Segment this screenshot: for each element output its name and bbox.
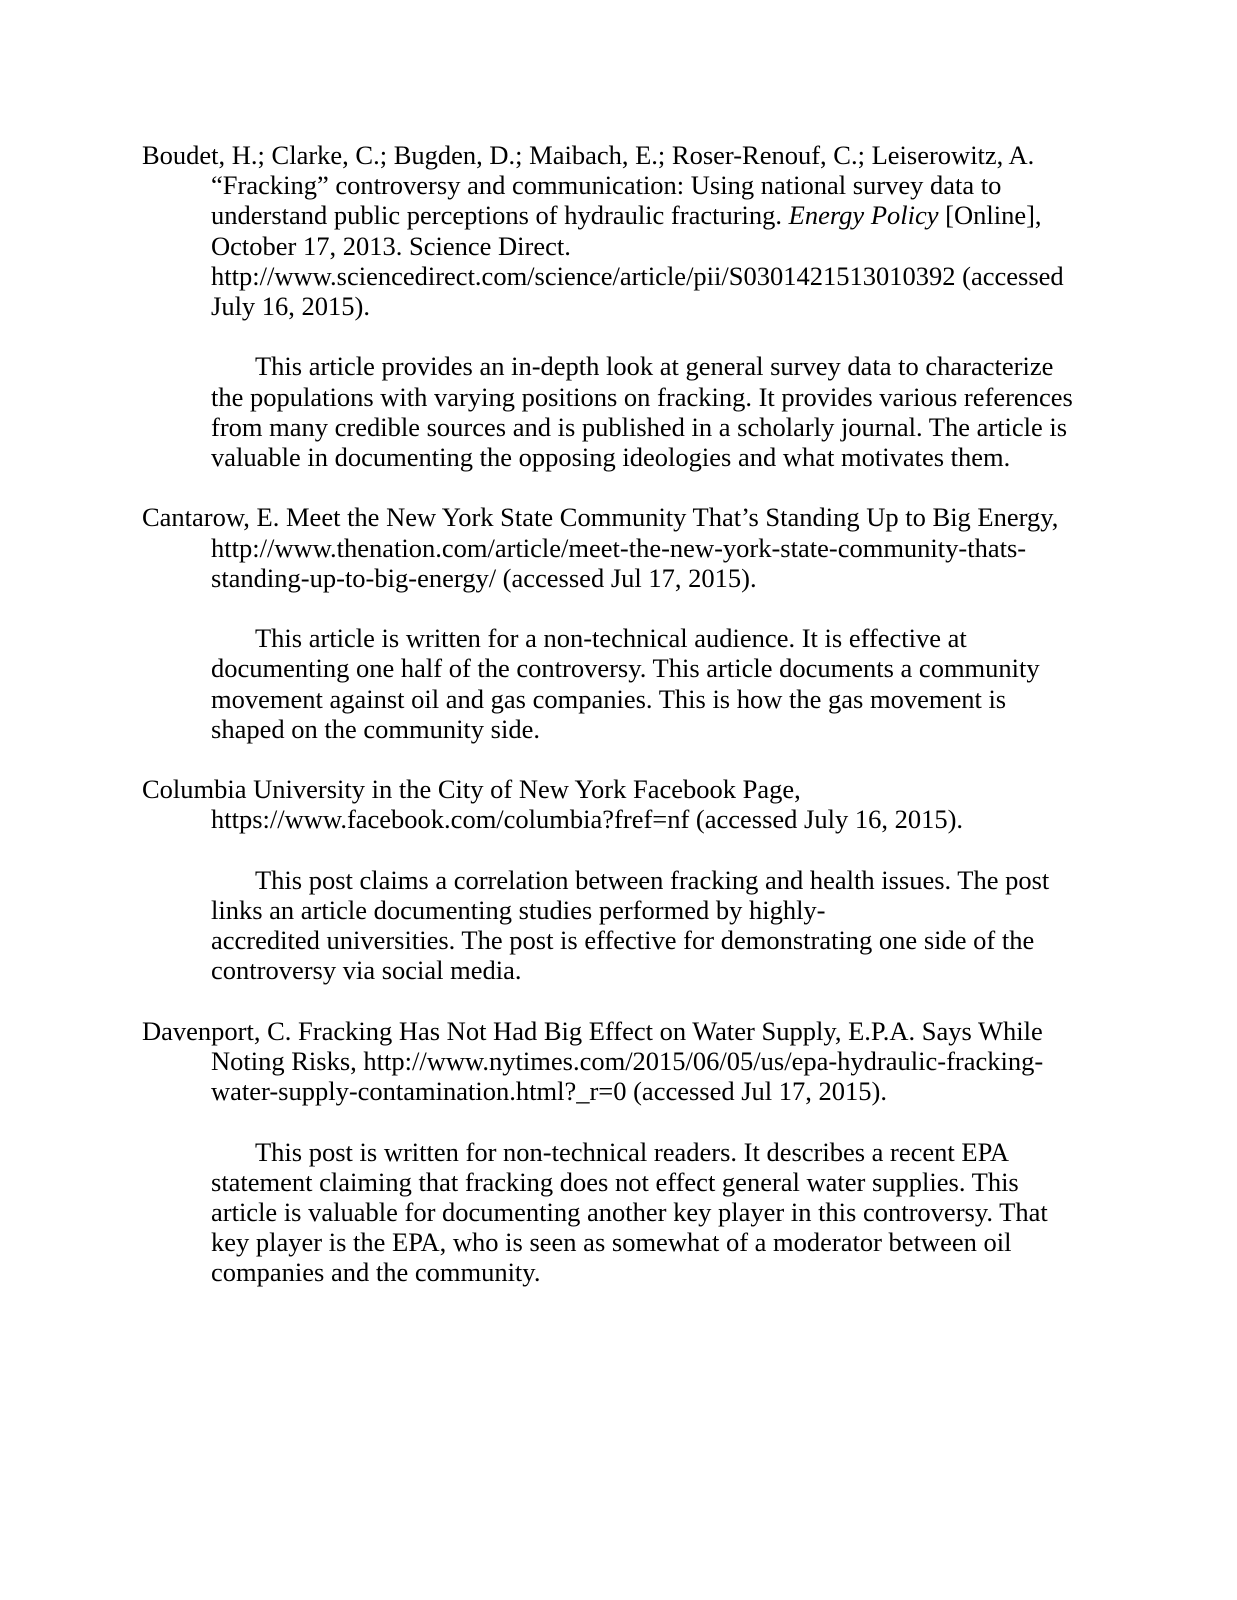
annotation-columbia-line1: This post claims a correlation between fracking and health issues. The post links an article documenting studies performed by highly- (211, 864, 1050, 925)
spacer (142, 321, 1075, 351)
spacer (142, 593, 1075, 623)
annotation-boudet: This article provides an in-depth look at general survey data to characterize the populations with varying positions on fracking. It provides various references from many credible sources and is published in a scholarly journal. The article is valuable in documenting the opposing ideologies and what motivates them. (211, 351, 1073, 473)
journal-title-italic: Energy Policy (788, 200, 939, 231)
annotation-columbia-line2: accredited universities. The post is effective for demonstrating one side of the controversy via social media. (211, 925, 1035, 986)
citation-columbia: Columbia University in the City of New York Facebook Page, https://www.facebook.com/columbia?fref=nf (accessed July 16, 2015). (142, 774, 964, 835)
annotation-cantarow: This article is written for a non-technical audience. It is effective at documenting one half of the controversy. This article documents a community movement against oil and gas companies. This is how the gas movement is shaped on the community side. (211, 623, 1040, 744)
spacer (142, 472, 1075, 502)
document-body (142, 140, 1075, 1288)
citation-text-after-title: [Online], October 17, 2013. Science Direct. http://www.sciencedirect.com/science/article/pii/S0301421513010392 (accessed July 16, 2015). (211, 200, 1064, 322)
annotation-columbia (142, 865, 1075, 986)
citation-davenport: Davenport, C. Fracking Has Not Had Big Effect on Water Supply, E.P.A. Says While Noting Risks, http://www.nytimes.com/2015/06/05/us/epa-hydraulic-fracking-water-supply-contamination.html?_r=0 (accessed Jul 17, 2015). (142, 1015, 1044, 1107)
citation-text-before-title: Boudet, H.; Clarke, C.; Bugden, D.; Maibach, E.; Roser-Renouf, C.; Leiserowitz, A. “Fracking” controversy and communication: Using national survey data to understand public perceptions of hydraulic fracturing. (142, 140, 1035, 231)
citation-cantarow: Cantarow, E. Meet the New York State Community That’s Standing Up to Big Energy, http://www.thenation.com/article/meet-the-new-york-state-community-thats-standing-up-to-big-energy/ (accessed Jul 17, 2015). (142, 502, 1059, 593)
spacer (142, 1106, 1075, 1136)
spacer (142, 744, 1075, 774)
citation-boudet (142, 140, 1075, 321)
spacer (142, 835, 1075, 865)
annotation-davenport: This post is written for non-technical readers. It describes a recent EPA statement claiming that fracking does not effect general water supplies. This article is valuable for documenting another key player in this controversy. That key player is the EPA, who is seen as somewhat of a moderator between oil companies and the community. (211, 1136, 1048, 1288)
spacer (142, 986, 1075, 1016)
